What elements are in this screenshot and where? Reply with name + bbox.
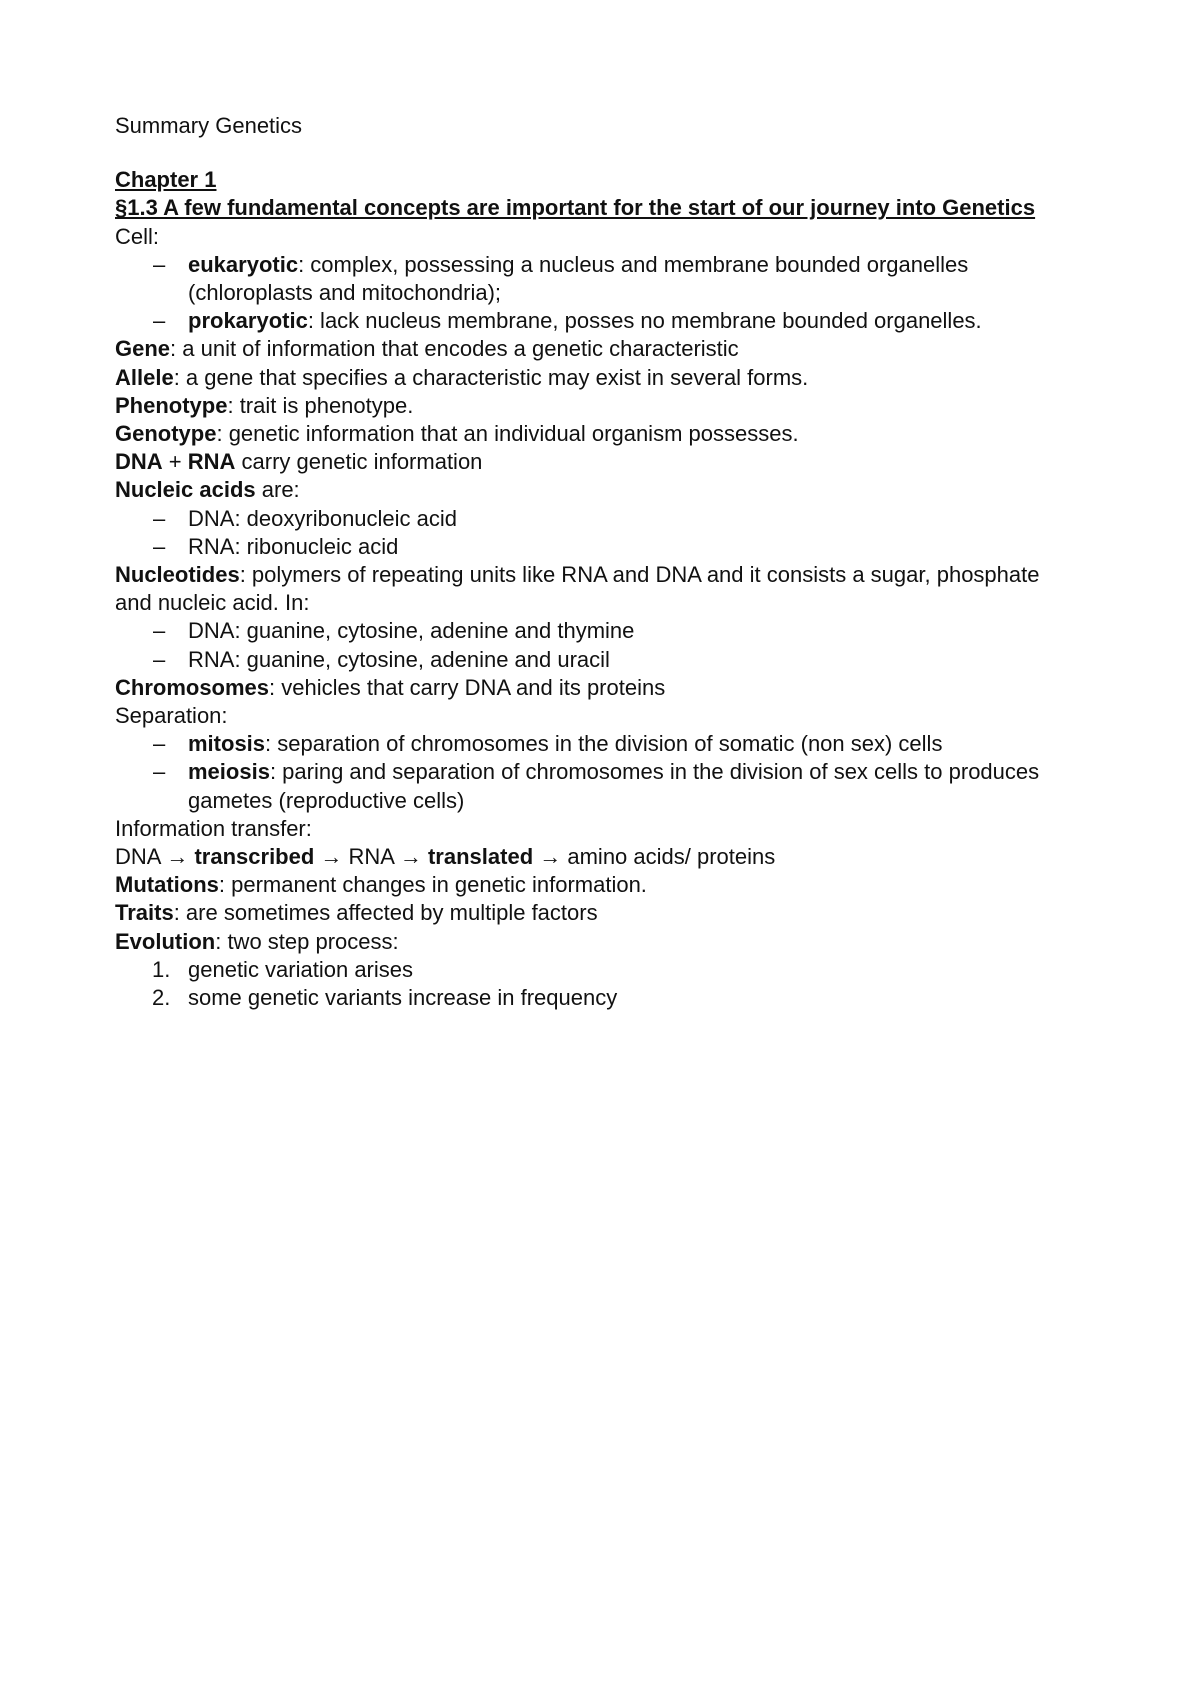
evolution-definition (115, 928, 1075, 956)
section-heading: §1.3 A few fundamental concepts are important for the start of our journey into Genetics (115, 195, 1036, 221)
document-title: Summary Genetics (115, 113, 303, 138)
cell-label: Cell: (115, 223, 160, 249)
dash-marker: – (153, 618, 166, 644)
list-item (115, 533, 1075, 561)
definition-text: are: (255, 477, 300, 503)
definition-text: : polymers of repeating units like RNA and DNA and it consists a sugar, phosphate and nucleic acid. In: (115, 562, 1040, 616)
term-nucleic-acids: Nucleic acids (115, 477, 256, 503)
term-traits: Traits (115, 900, 174, 926)
definition-text: : permanent changes in genetic information. (218, 872, 647, 898)
list-item-text: some genetic variants increase in frequency (188, 985, 618, 1011)
flow-text: → RNA → (314, 844, 428, 870)
dash-marker: – (153, 759, 166, 785)
list-item (115, 984, 1075, 1012)
definition-text: : paring and separation of chromosomes in the division of sex cells to produces gametes (reproductive cells) (188, 759, 1040, 813)
term-phenotype: Phenotype (115, 392, 228, 418)
phenotype-definition (115, 392, 1075, 420)
dash-marker: – (153, 731, 166, 757)
definition-text: : are sometimes affected by multiple factors (173, 900, 598, 926)
nucleic-acids-definition (115, 476, 1075, 504)
list-item (115, 617, 1075, 645)
document-page (115, 112, 1075, 1012)
list-item-text: DNA: guanine, cytosine, adenine and thymine (188, 618, 635, 644)
information-transfer-flow (115, 843, 1075, 871)
term-allele: Allele (115, 364, 174, 390)
definition-text: : trait is phenotype. (227, 392, 414, 418)
flow-text: → amino acids/ proteins (533, 844, 776, 870)
list-item (115, 956, 1075, 984)
information-transfer-label: Information transfer: (115, 815, 312, 841)
number-marker: 1. (152, 956, 171, 982)
chapter-heading: Chapter 1 (115, 167, 217, 193)
list-item-text: DNA: deoxyribonucleic acid (188, 505, 458, 531)
list-item-text: RNA: guanine, cytosine, adenine and uracil (188, 646, 610, 672)
dash-marker: – (153, 646, 166, 672)
cell-types-list (115, 251, 1075, 336)
separation-list (115, 730, 1075, 815)
dash-marker: – (153, 251, 166, 277)
traits-definition (115, 899, 1075, 927)
nucleotides-list (115, 617, 1075, 673)
term-gene: Gene (115, 336, 171, 362)
list-item (115, 758, 1075, 814)
definition-text: : vehicles that carry DNA and its proteins (269, 674, 666, 700)
genotype-definition (115, 420, 1075, 448)
allele-definition (115, 364, 1075, 392)
definition-text: : two step process: (215, 928, 399, 954)
term-chromosomes: Chromosomes (115, 674, 270, 700)
dna-rna-definition (115, 448, 1075, 476)
nucleotides-definition (115, 561, 1075, 617)
term-translated: translated (427, 844, 534, 870)
evolution-steps-list (115, 956, 1075, 1012)
flow-text: DNA → (115, 844, 195, 870)
definition-text: : lack nucleus membrane, posses no membrane bounded organelles. (307, 308, 982, 334)
list-item (115, 646, 1075, 674)
list-item (115, 307, 1075, 335)
chromosomes-definition (115, 674, 1075, 702)
term-evolution: Evolution (115, 928, 216, 954)
term-mitosis: mitosis (188, 731, 266, 757)
list-item (115, 505, 1075, 533)
term-rna: RNA (187, 449, 236, 475)
number-marker: 2. (152, 985, 171, 1011)
term-prokaryotic: prokaryotic (188, 308, 308, 334)
term-transcribed: transcribed (194, 844, 315, 870)
term-nucleotides: Nucleotides (115, 562, 240, 588)
plus-sign: + (162, 449, 188, 475)
separation-label: Separation: (115, 703, 228, 729)
definition-text: : a gene that specifies a characteristic may exist in several forms. (173, 364, 809, 390)
dash-marker: – (153, 505, 166, 531)
term-mutations: Mutations (115, 872, 219, 898)
definition-text: : genetic information that an individual organism possesses. (216, 421, 799, 447)
definition-text: carry genetic information (235, 449, 483, 475)
definition-text: : a unit of information that encodes a genetic characteristic (170, 336, 739, 362)
list-item (115, 730, 1075, 758)
dash-marker: – (153, 308, 166, 334)
definition-text: : separation of chromosomes in the division of somatic (non sex) cells (265, 731, 943, 757)
term-dna: DNA (115, 449, 163, 475)
mutations-definition (115, 871, 1075, 899)
list-item-text: RNA: ribonucleic acid (188, 533, 399, 559)
gene-definition (115, 335, 1075, 363)
list-item (115, 251, 1075, 307)
list-item-text: genetic variation arises (188, 956, 414, 982)
definition-text: : complex, possessing a nucleus and membrane bounded organelles (chloroplasts and mitochondria); (188, 251, 969, 306)
nucleic-acids-list (115, 505, 1075, 561)
term-meiosis: meiosis (188, 759, 270, 785)
term-eukaryotic: eukaryotic (188, 251, 299, 277)
dash-marker: – (153, 533, 166, 559)
term-genotype: Genotype (115, 421, 217, 447)
